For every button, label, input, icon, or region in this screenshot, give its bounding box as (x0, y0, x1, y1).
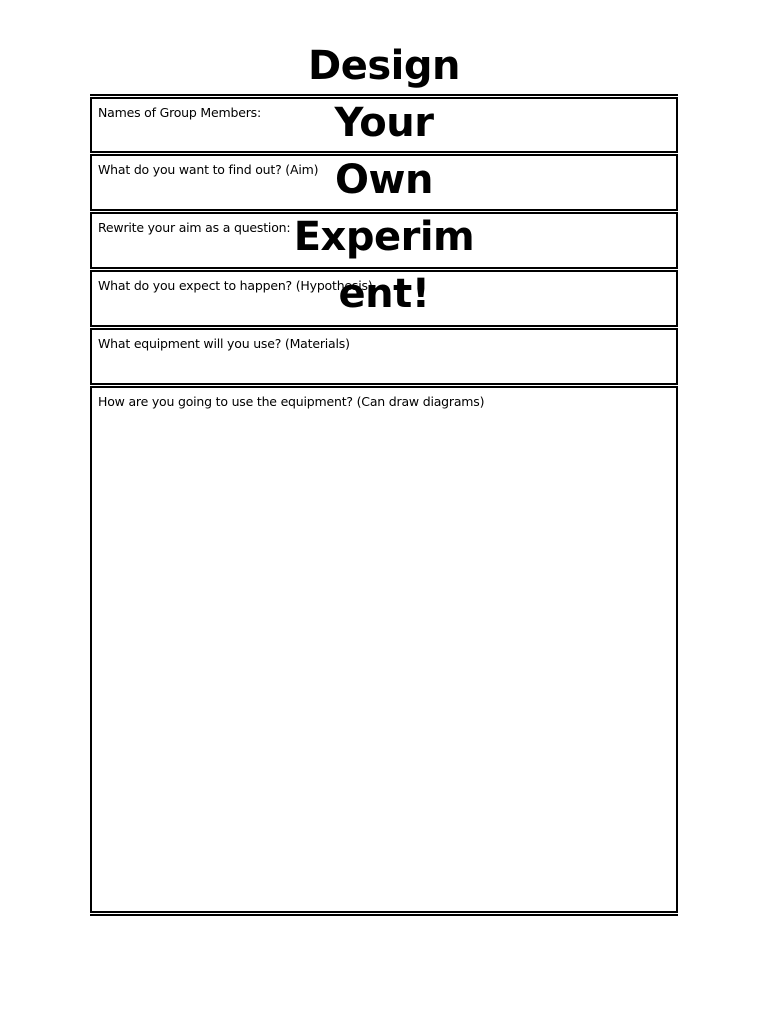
title-line: Design (308, 43, 460, 89)
row-label: Names of Group Members: (98, 105, 261, 120)
row-method[interactable] (90, 388, 678, 911)
row-label: What do you expect to happen? (Hypothesis) (98, 278, 373, 293)
row-label: What equipment will you use? (Materials) (98, 336, 350, 351)
row-label: What do you want to find out? (Aim) (98, 162, 319, 177)
title-line: Experim (293, 214, 475, 260)
title-line: Your (334, 100, 434, 146)
row-label: How are you going to use the equipment? (Can draw diagrams) (98, 394, 485, 409)
title-line: Own (335, 157, 433, 203)
page-title (260, 38, 508, 323)
row-divider (90, 911, 678, 916)
row-materials[interactable] (90, 330, 678, 383)
title-line: ent! (338, 271, 430, 317)
row-label: Rewrite your aim as a question: (98, 220, 291, 235)
